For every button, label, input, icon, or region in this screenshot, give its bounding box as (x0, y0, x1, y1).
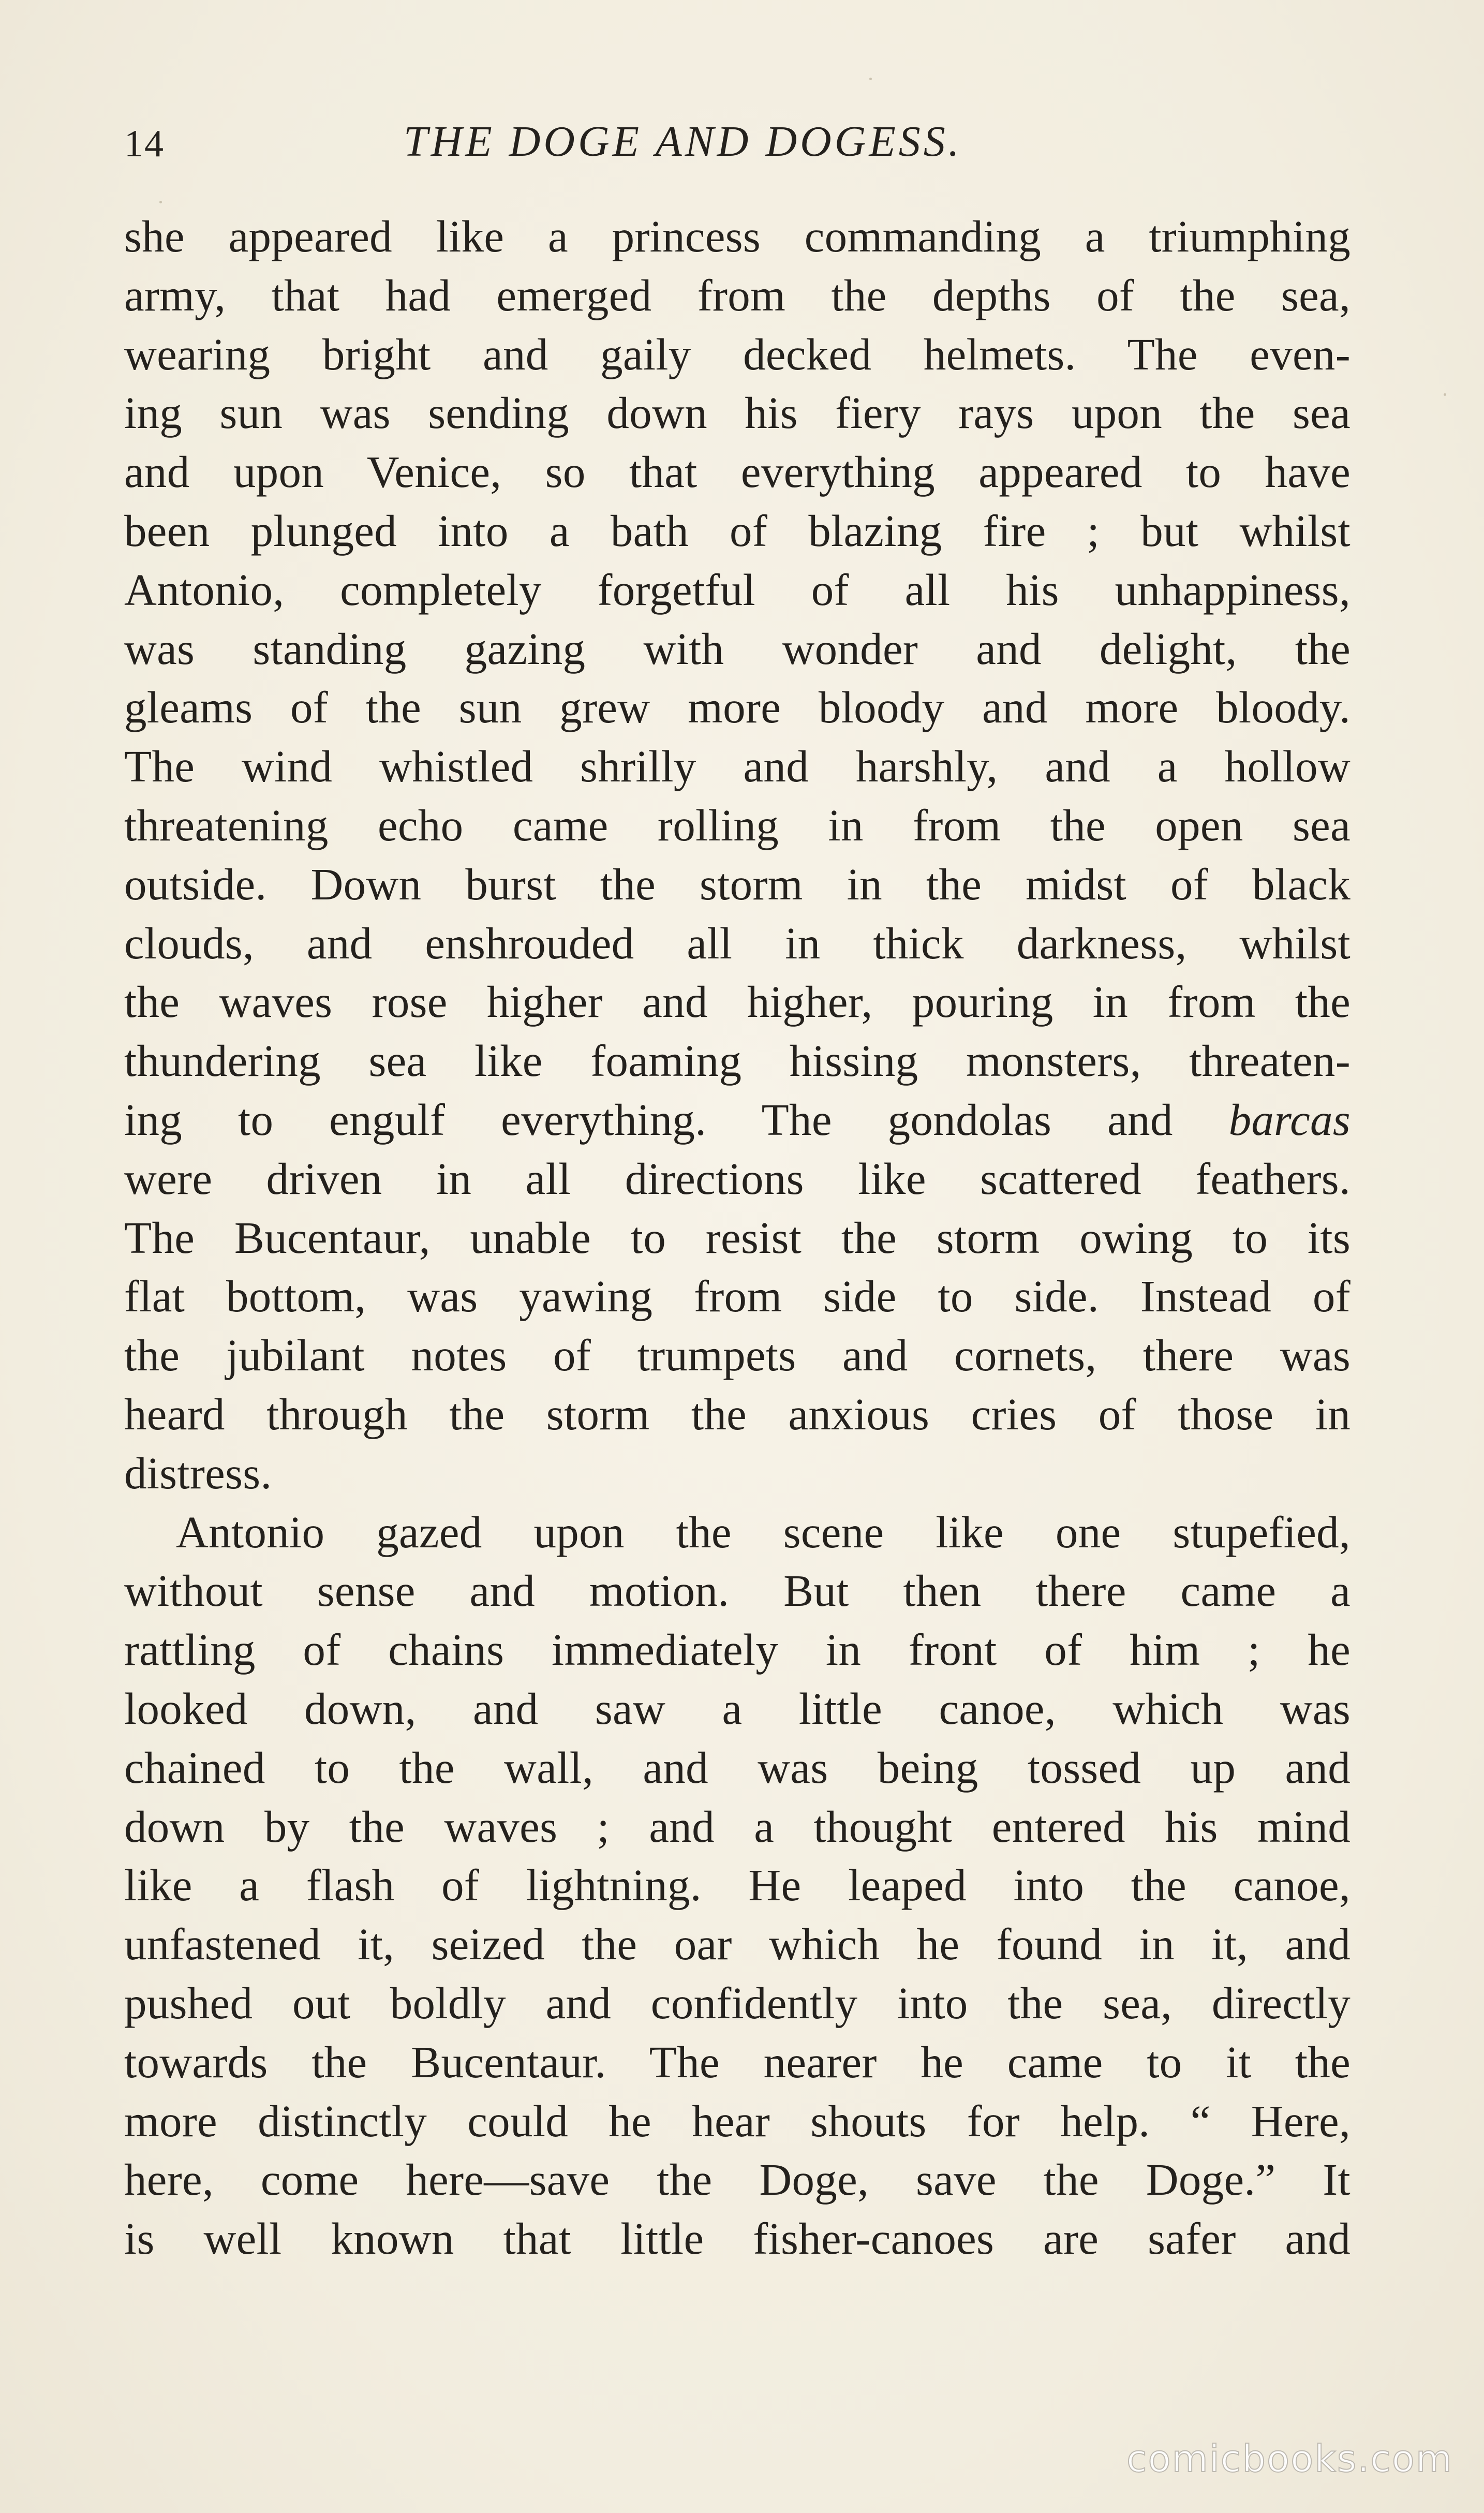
text-line: without sense and motion. But then there came a (124, 1565, 1351, 1616)
paragraph (124, 1503, 1351, 2268)
text-line: was standing gazing with wonder and delight, the (124, 623, 1351, 674)
text-line: heard through the storm the anxious cries of those in (124, 1388, 1351, 1439)
text-line: looked down, and saw a little canoe, which was (124, 1683, 1351, 1734)
text-body (124, 207, 1351, 2268)
running-head (0, 109, 1484, 181)
text-line: flat bottom, was yawing from side to side. Instead of (124, 1271, 1351, 1322)
text-line-segment: ing to engulf everything. The gondolas and (124, 1094, 1173, 1145)
text-line: wearing bright and gaily decked helmets. The even- (124, 329, 1351, 379)
text-line: chained to the wall, and was being tossed up and (124, 1742, 1351, 1793)
paper-speck (1444, 393, 1446, 396)
paper-speck (159, 201, 162, 203)
text-line: towards the Bucentaur. The nearer he came to it the (124, 2036, 1351, 2087)
text-line: and upon Venice, so that everything appeared to have (124, 447, 1351, 497)
text-line: is well known that little fisher-canoes are safer and (124, 2213, 1351, 2264)
running-title: THE DOGE AND DOGESS. (404, 117, 962, 166)
text-line: gleams of the sun grew more bloody and more bloody. (124, 682, 1351, 733)
text-line: been plunged into a bath of blazing fire ; but whilst (124, 505, 1351, 556)
paper-speck (869, 78, 872, 80)
page-number: 14 (124, 123, 165, 165)
text-line: down by the waves ; and a thought entered his mind (124, 1801, 1351, 1852)
text-line: more distinctly could he hear shouts for help. “ Here, (124, 2095, 1351, 2146)
text-line: threatening echo came rolling in from the open sea (124, 800, 1351, 850)
text-line: army, that had emerged from the depths of the sea, (124, 270, 1351, 320)
text-line: the jubilant notes of trumpets and cornets, there was (124, 1330, 1351, 1381)
watermark: comicbooks.com (1126, 2437, 1453, 2480)
text-line: distress. (124, 1447, 272, 1498)
text-line: outside. Down burst the storm in the midst of black (124, 859, 1351, 909)
text-line: The wind whistled shrilly and harshly, and a hollow (124, 741, 1351, 792)
text-line: thundering sea like foaming hissing monsters, threaten- (124, 1036, 1351, 1086)
text-line: like a flash of lightning. He leaped into the canoe, (124, 1860, 1351, 1911)
text-line: The Bucentaur, unable to resist the storm owing to its (124, 1212, 1351, 1263)
paragraph (124, 207, 1351, 1503)
text-line: Antonio, completely forgetful of all his unhappiness, (124, 564, 1351, 615)
text-line: here, come here—save the Doge, save the Doge.” It (124, 2154, 1351, 2205)
text-line: she appeared like a princess commanding a triumphing (124, 211, 1351, 261)
text-line: pushed out boldly and confidently into the sea, directly (124, 1977, 1351, 2028)
text-line: ing sun was sending down his fiery rays upon the sea (124, 388, 1351, 438)
text-line-with-italic (124, 1090, 1351, 1149)
text-line: unfastened it, seized the oar which he found in it, and (124, 1919, 1351, 1970)
italic-word: barcas (1228, 1094, 1351, 1145)
text-line: the waves rose higher and higher, pouring in from the (124, 977, 1351, 1027)
text-line: rattling of chains immediately in front of him ; he (124, 1624, 1351, 1675)
text-line: were driven in all directions like scattered feathers. (124, 1153, 1351, 1204)
text-line: clouds, and enshrouded all in thick darkness, whilst (124, 918, 1351, 968)
text-line: Antonio gazed upon the scene like one stupefied, (176, 1506, 1351, 1557)
